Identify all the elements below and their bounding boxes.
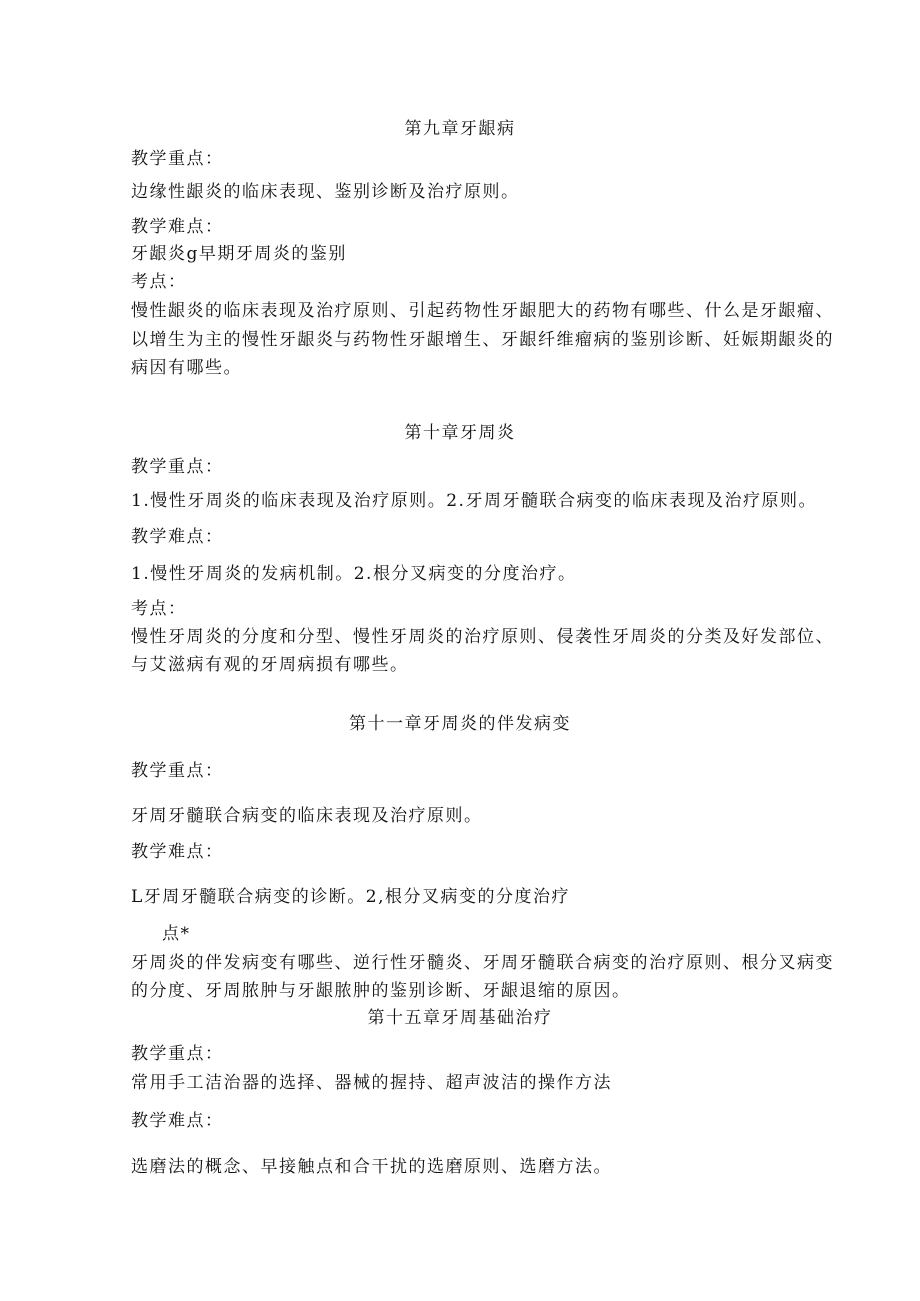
chapter11-focus-text: 牙周牙髓联合病变的临床表现及治疗原则。: [131, 806, 483, 826]
chapter10-difficulty-label: 教学难点：: [131, 527, 224, 547]
chapter9-focus-text: 边缘性龈炎的临床表现、鉴别诊断及治疗原则。: [131, 182, 520, 202]
chapter11-difficulty-text: L牙周牙髓联合病变的诊断。2,根分叉病变的分度治疗: [131, 887, 571, 907]
chapter10-exam-line: 慢性牙周炎的分度和分型、慢性牙周炎的治疗原则、侵袭性牙周炎的分类及好发部位、: [131, 627, 834, 647]
chapter15-focus-label: 教学重点：: [131, 1044, 224, 1064]
chapter11-exam-line: 的分度、牙周脓肿与牙龈脓肿的鉴别诊断、牙龈退缩的原因。: [131, 981, 631, 1001]
chapter9-exam-line: 慢性龈炎的临床表现及治疗原则、引起药物性牙龈肥大的药物有哪些、什么是牙龈瘤、: [131, 301, 834, 321]
chapter9-exam-line: 以增生为主的慢性牙龈炎与药物性牙龈增生、牙龈纤维瘤病的鉴别诊断、妊娠期龈炎的: [131, 330, 834, 350]
chapter9-difficulty-label: 教学难点：: [131, 217, 224, 237]
chapter10-exam-label: 考点：: [131, 599, 187, 619]
chapter9-exam-label: 考点：: [131, 272, 187, 292]
chapter15-difficulty-label: 教学难点：: [131, 1111, 224, 1131]
chapter9-title: 第九章牙龈病: [404, 119, 516, 139]
chapter10-exam-line: 与艾滋病有观的牙周病损有哪些。: [131, 655, 409, 675]
chapter9-exam-line: 病因有哪些。: [131, 358, 242, 378]
chapter10-focus-text: 1.慢性牙周炎的临床表现及治疗原则。2.牙周牙髓联合病变的临床表现及治疗原则。: [131, 491, 817, 511]
chapter9-difficulty-text: 牙龈炎g早期牙周炎的鉴别: [131, 244, 347, 264]
chapter11-exam-line: 牙周炎的伴发病变有哪些、逆行性牙髓炎、牙周牙髓联合病变的治疗原则、根分叉病变: [131, 953, 834, 973]
chapter11-focus-label: 教学重点：: [131, 761, 224, 781]
chapter10-focus-label: 教学重点：: [131, 457, 224, 477]
chapter15-difficulty-text: 选磨法的概念、早接触点和合干扰的选磨原则、选磨方法。: [131, 1157, 612, 1177]
chapter9-focus-label: 教学重点：: [131, 149, 224, 169]
chapter10-difficulty-text: 1.慢性牙周炎的发病机制。2.根分叉病变的分度治疗。: [131, 564, 577, 584]
chapter11-exam-label: 点*: [162, 924, 191, 944]
chapter11-difficulty-label: 教学难点：: [131, 842, 224, 862]
chapter11-title: 第十一章牙周炎的伴发病变: [349, 714, 571, 734]
chapter10-title: 第十章牙周炎: [404, 423, 516, 443]
chapter15-title: 第十五章牙周基础治疗: [367, 1008, 553, 1028]
chapter15-focus-text: 常用手工洁治器的选择、器械的握持、超声波洁的操作方法: [131, 1073, 612, 1093]
